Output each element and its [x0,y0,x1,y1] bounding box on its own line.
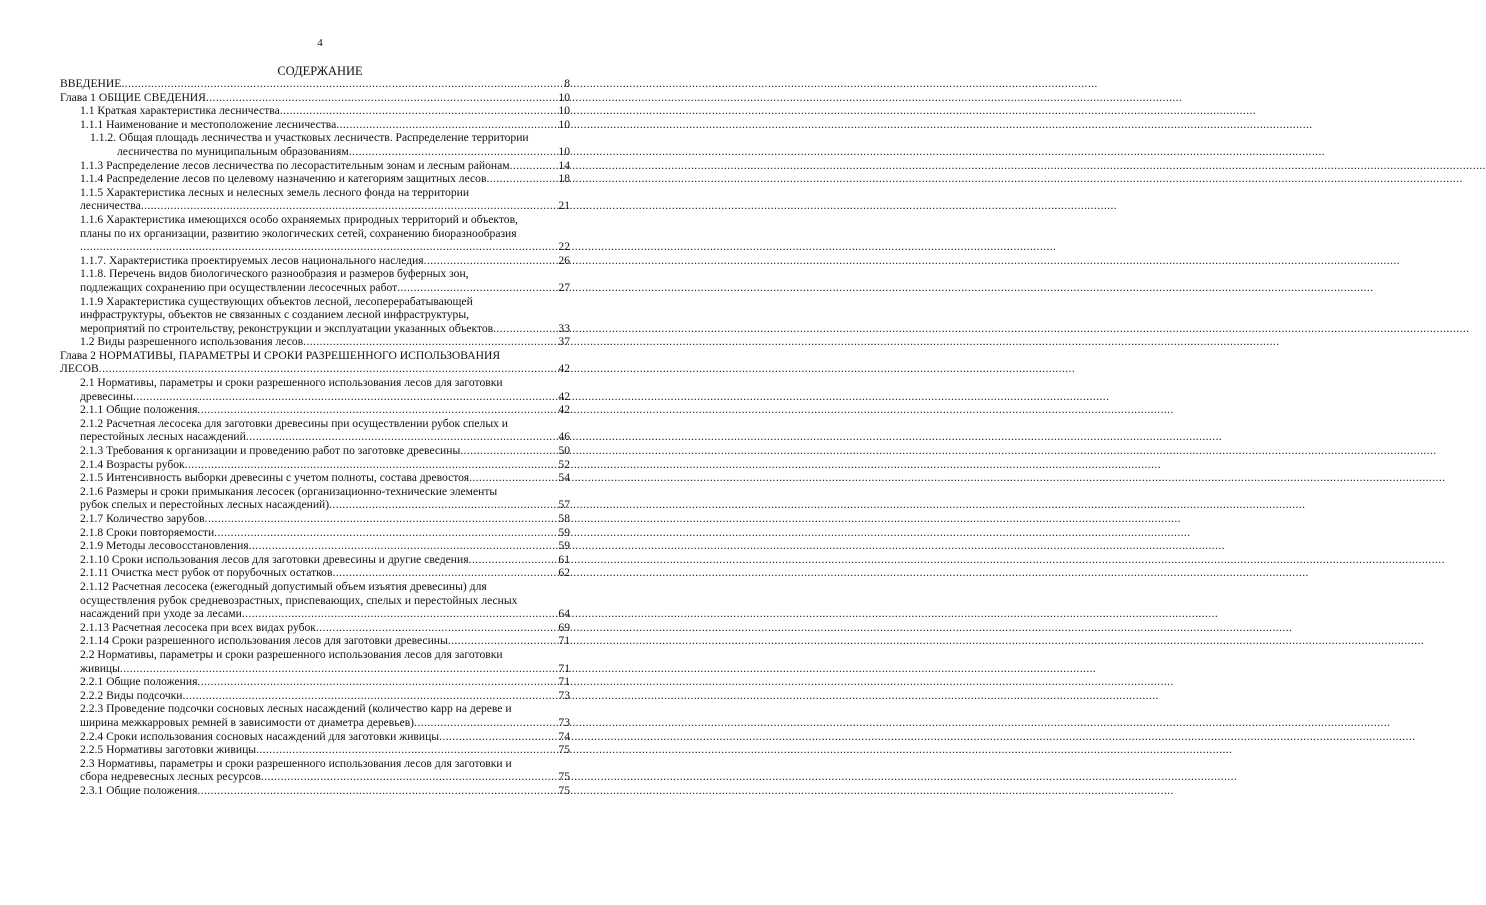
toc-page-number: 57 [558,498,570,512]
toc-entry[interactable] [60,648,570,675]
dot-leader [280,104,558,118]
toc-entry[interactable] [60,757,570,784]
toc-entry-text: мероприятий по строительству, реконструкции и эксплуатации указанных объектов [80,321,494,335]
dot-leader [460,444,557,458]
toc-entry[interactable] [60,621,570,635]
toc-entry-text: 1.1.3 Распределение лесов лесничества по лесорастительным зонам и лесным районам [80,158,510,172]
toc-page-number: 10 [558,117,570,131]
toc-page-number: 42 [558,362,570,376]
toc-entry[interactable] [60,784,570,798]
toc-entry-text: 1.1.7. Характеристика проектируемых лесов национального наследия [80,253,424,267]
toc-page-number: 73 [558,688,570,702]
toc-page-number: 26 [558,253,570,267]
dot-leader [197,403,557,417]
toc-page-number: 8 [564,77,570,90]
toc-entry-text: 2.1.8 Сроки повторяемости [80,525,215,539]
dot-leader [197,784,557,798]
toc-page-number: 54 [558,471,570,485]
toc-entry[interactable] [60,730,570,744]
toc-entry[interactable] [60,566,570,580]
toc-page-number: 59 [558,539,570,553]
toc-entry-text: Глава 1 ОБЩИЕ СВЕДЕНИЯ [60,90,206,104]
toc-entry-text: 2.1.11 Очистка мест рубок от порубочных остатков [80,566,333,580]
toc-page-number: 21 [558,199,570,213]
toc-entry[interactable] [60,689,570,703]
dot-leader [99,362,558,376]
toc-entry[interactable] [60,417,570,444]
toc-entry[interactable] [60,675,570,689]
toc-entry-text: 1.1 Краткая характеристика лесничества [80,104,280,118]
toc-entry-text: ЛЕСОВ [60,362,99,376]
toc-entry[interactable] [60,118,570,132]
dot-leader [246,430,558,444]
toc-entry-text: 2.2.1 Общие положения [80,675,198,689]
dot-leader [448,634,558,648]
toc-page-number: 33 [558,321,570,335]
toc-entry-text: 2.1.4 Возрасты рубок [80,457,185,471]
toc-page-number: 10 [558,104,570,118]
toc-page-number: 59 [558,525,570,539]
dot-leader [197,675,557,689]
dot-leader [329,498,557,512]
toc-entry-text: осуществления рубок средневозрастных, приспевающих, спелых и перестойных лесных [80,593,518,607]
dot-leader [303,335,557,349]
dot-leader [397,281,557,295]
toc-entry-text: 2.3.1 Общие положения [80,783,198,797]
toc-page-number: 18 [558,172,570,186]
toc-entry[interactable] [60,267,570,294]
toc-page-number: 52 [558,457,570,471]
toc-page-number: 14 [558,158,570,172]
toc-entry-text: насаждений при уходе за лесами [80,607,242,621]
toc-entry-text: живицы [80,661,120,675]
toc-entry[interactable] [60,485,570,512]
toc-page-number: 75 [558,743,570,757]
toc-entry-text: 2.3 Нормативы, параметры и сроки разрешенного использования лесов для заготовки и [80,756,512,770]
dot-leader [214,526,557,540]
toc-entry-text: 2.1.12 Расчетная лесосека (ежегодный допустимый объем изъятия древесины) для [80,579,487,593]
toc-entry-text: 2.1.6 Размеры и сроки примыкания лесосек (организационно-технические элементы [80,484,498,498]
toc-entry-text: сбора недревесных лесных ресурсов [80,770,261,784]
toc-page-number: 75 [558,770,570,784]
toc-entry-text: 2.2.5 Нормативы заготовки живицы [80,743,257,757]
toc-entry-text: 2.1.5 Интенсивность выборки древесины с учетом полноты, состава древостоя [80,471,470,485]
toc-entry-text: 2.1.9 Методы лесовосстановления [80,539,249,553]
toc-page-number: 74 [558,729,570,743]
dot-leader [206,91,557,105]
dot-leader [205,512,558,526]
page-number: 4 [317,37,323,49]
toc-entry-text: 1.1.5 Характеристика лесных и нелесных земель лесного фонда на территории [80,185,470,199]
toc-entry-text: Глава 2 НОРМАТИВЫ, ПАРАМЕТРЫ И СРОКИ РАЗРЕШЕННОГО ИСПОЛЬЗОВАНИЯ [60,348,501,362]
dot-leader [249,539,558,553]
dot-leader [261,770,558,784]
toc-entry-text: планы по их организации, развитию экологических сетей, сохранению биоразнообразия [80,226,517,240]
toc-entry[interactable] [60,254,570,268]
toc-entry[interactable] [60,77,570,91]
toc-page-number: 50 [558,444,570,458]
dot-leader [80,240,557,254]
dot-leader [256,743,557,757]
toc-entry-text: 1.1.1 Наименование и местоположение лесничества [80,117,337,131]
toc-entry[interactable] [60,104,570,118]
toc-entry-text: рубок спелых и перестойных лесных насаждений) [80,498,330,512]
toc-page-number: 71 [558,675,570,689]
toc-entry-text: лесничества по муниципальным образованиям [117,144,349,158]
dot-leader [349,145,558,159]
toc-entry[interactable] [60,349,570,376]
dot-leader [141,199,558,213]
toc-entry-text: 2.1.1 Общие положения [80,403,198,417]
toc-title: СОДЕРЖАНИЕ [277,64,363,78]
dot-leader [493,322,557,336]
toc-entry[interactable] [60,376,570,403]
toc-page-number: 62 [558,566,570,580]
toc-entry-text: перестойных лесных насаждений [80,430,246,444]
toc-entry[interactable] [60,403,570,417]
dot-leader [120,662,558,676]
toc-entry[interactable] [60,471,570,485]
dot-leader [469,471,557,485]
dot-leader [185,458,558,472]
toc-entry-text: 2.1.3 Требования к организации и проведению работ по заготовке древесины [80,444,461,458]
toc-page-number: 69 [558,620,570,634]
toc-page-number: 37 [558,335,570,349]
toc-entry[interactable] [60,553,570,567]
toc-page-number: 71 [558,661,570,675]
toc-entry-text: 2.1.10 Сроки использования лесов для заготовки древесины и другие сведения [80,552,469,566]
toc-entry[interactable] [60,634,570,648]
dot-leader [414,716,557,730]
toc-entry[interactable] [60,186,570,213]
toc-entry[interactable] [60,458,570,472]
toc-entry[interactable] [60,444,570,458]
toc-page-number: 71 [558,634,570,648]
toc-entry-text: 2.1 Нормативы, параметры и сроки разрешенного использования лесов для заготовки [80,376,503,390]
toc-entry[interactable] [60,131,570,158]
toc-entry-text: 1.1.8. Перечень видов биологического разнообразия и размеров буферных зон, [80,267,469,281]
toc-entry-text: 1.2 Виды разрешенного использования лесов [80,335,304,349]
toc-entry[interactable] [60,159,570,173]
toc-entry-text: 1.1.4 Распределение лесов по целевому назначению и категориям защитных лесов [80,172,487,186]
toc-page-number: 27 [558,280,570,294]
toc-entry[interactable] [60,335,570,349]
toc-entry-text: инфраструктуры, объектов не связанных с созданием лесной инфраструктуры, [80,308,470,322]
dot-leader [469,553,558,567]
toc-entry-text: 1.1.6 Характеристика имеющихся особо охраняемых природных территорий и объектов, [80,212,518,226]
toc-entry-text: древесины [80,389,134,403]
toc-page-number: 73 [558,715,570,729]
toc-entry-text: 2.1.2 Расчетная лесосека для заготовки древесины при осуществлении рубок спелых и [80,416,509,430]
toc-page-number: 75 [558,783,570,797]
toc-entry[interactable] [60,743,570,757]
toc-entry-text: 2.1.14 Сроки разрешенного использования лесов для заготовки древесины [80,634,448,648]
toc-entry-text: 2.2.3 Проведение подсочки сосновых лесных насаждений (количество карр на дереве и [80,702,512,716]
dot-leader [316,621,557,635]
toc-entry[interactable] [60,702,570,729]
toc-entry-text: 2.1.13 Расчетная лесосека при всех видах рубок [80,620,316,634]
toc-entry[interactable] [60,172,570,186]
toc-entry[interactable] [60,526,570,540]
dot-leader [424,254,558,268]
toc-entry-text: 2.1.7 Количество зарубов [80,512,205,525]
toc-entry-text: подлежащих сохранению при осуществлении лесосечных работ [80,280,398,294]
toc-page-number: 42 [558,403,570,417]
toc-page-number: 10 [558,144,570,158]
toc-entry-text: 2.2.4 Сроки использования сосновых насаждений для заготовки живицы [80,729,440,743]
toc-entry[interactable] [60,295,570,336]
toc-page-number: 58 [558,512,570,525]
toc-page-number: 61 [558,552,570,566]
toc-page-number: 22 [558,240,570,254]
toc-entry-text: 1.1.2. Общая площадь лесничества и участковых лесничеств. Распределение территории [90,131,529,145]
dot-leader [332,566,557,580]
table-of-contents [60,77,570,797]
toc-entry-text: 2.2.2 Виды подсочки [80,688,183,702]
toc-page-number: 64 [558,607,570,621]
toc-entry-text: лесничества [80,199,141,213]
dot-leader [510,159,558,173]
dot-leader [183,689,558,703]
toc-entry-text: 1.1.9 Характеристика существующих объектов лесной, лесоперерабатывающей [80,294,473,308]
toc-entry[interactable] [60,213,570,254]
dot-leader [336,118,557,132]
dot-leader [242,607,558,621]
toc-entry[interactable] [60,91,570,105]
toc-entry[interactable] [60,512,570,526]
dot-leader [133,390,557,404]
toc-entry-text: ВВЕДЕНИЕ [60,77,122,90]
dot-leader [486,172,557,186]
toc-page-number: 10 [558,90,570,104]
dot-leader [439,730,557,744]
toc-page-number: 42 [558,389,570,403]
toc-entry[interactable] [60,580,570,621]
toc-entry-text: 2.2 Нормативы, параметры и сроки разрешенного использования лесов для заготовки [80,647,503,661]
toc-entry-text: ширина межкарровых ремней в зависимости от диаметра деревьев) [80,715,415,729]
toc-entry[interactable] [60,539,570,553]
toc-page-number: 46 [558,430,570,444]
dot-leader [121,77,563,91]
